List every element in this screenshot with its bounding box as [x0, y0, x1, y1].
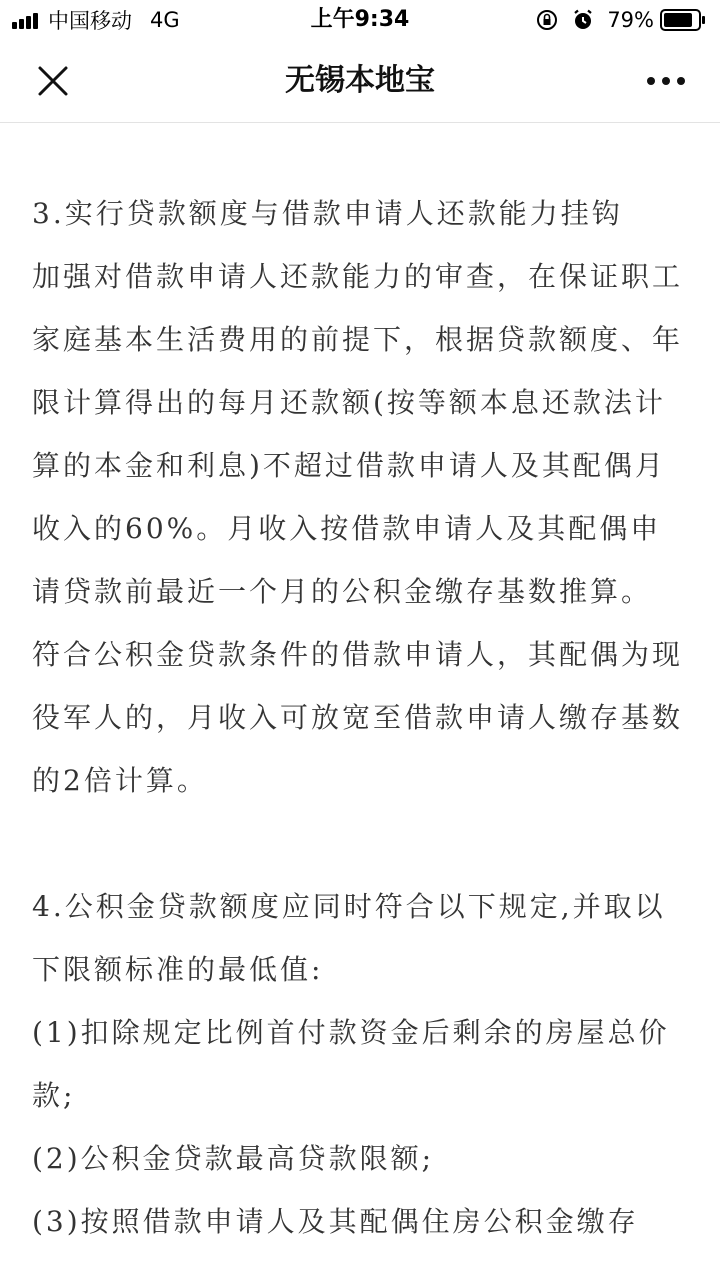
more-icon — [646, 76, 686, 86]
battery-icon — [660, 9, 706, 31]
article-paragraph: (1)扣除规定比例首付款资金后剩余的房屋总价款; — [32, 1016, 670, 1112]
alarm-icon — [571, 8, 595, 32]
battery-percent: 79% — [607, 8, 654, 32]
status-right — [535, 6, 706, 34]
article-paragraph: 3.实行贷款额度与借款申请人还款能力挂钩 — [32, 197, 623, 230]
status-bar — [0, 0, 720, 40]
article-content — [32, 182, 692, 1253]
more-button[interactable] — [638, 60, 694, 102]
page-title: 无锡本地宝 — [285, 63, 435, 98]
nav-bar — [0, 40, 720, 123]
rotation-lock-icon — [535, 8, 559, 32]
network-label: 4G — [150, 8, 180, 32]
article-paragraph: (3)按照借款申请人及其配偶住房公积金缴存 — [32, 1205, 639, 1238]
article-paragraph: 4.公积金贷款额度应同时符合以下规定,并取以下限额标准的最低值: — [32, 890, 666, 986]
paragraph-spacer — [32, 812, 692, 875]
article-paragraph: 符合公积金贷款条件的借款申请人，其配偶为现役军人的，月收入可放宽至借款申请人缴存基数的2倍计算。 — [32, 638, 684, 797]
close-button[interactable] — [28, 58, 78, 104]
close-icon — [37, 65, 69, 97]
article-paragraph: 加强对借款申请人还款能力的审查，在保证职工家庭基本生活费用的前提下，根据贷款额度、年限计算得出的每月还款额(按等额本息还款法计算的本金和利息)不超过借款申请人及其配偶月收入的60%。月收入按借款申请人及其配偶申请贷款前最近一个月的公积金缴存基数推算。 — [32, 260, 684, 608]
status-time: 上午9:34 — [310, 7, 410, 32]
carrier-label: 中国移动 — [48, 9, 132, 33]
article-paragraph: (2)公积金贷款最高贷款限额; — [32, 1142, 435, 1175]
